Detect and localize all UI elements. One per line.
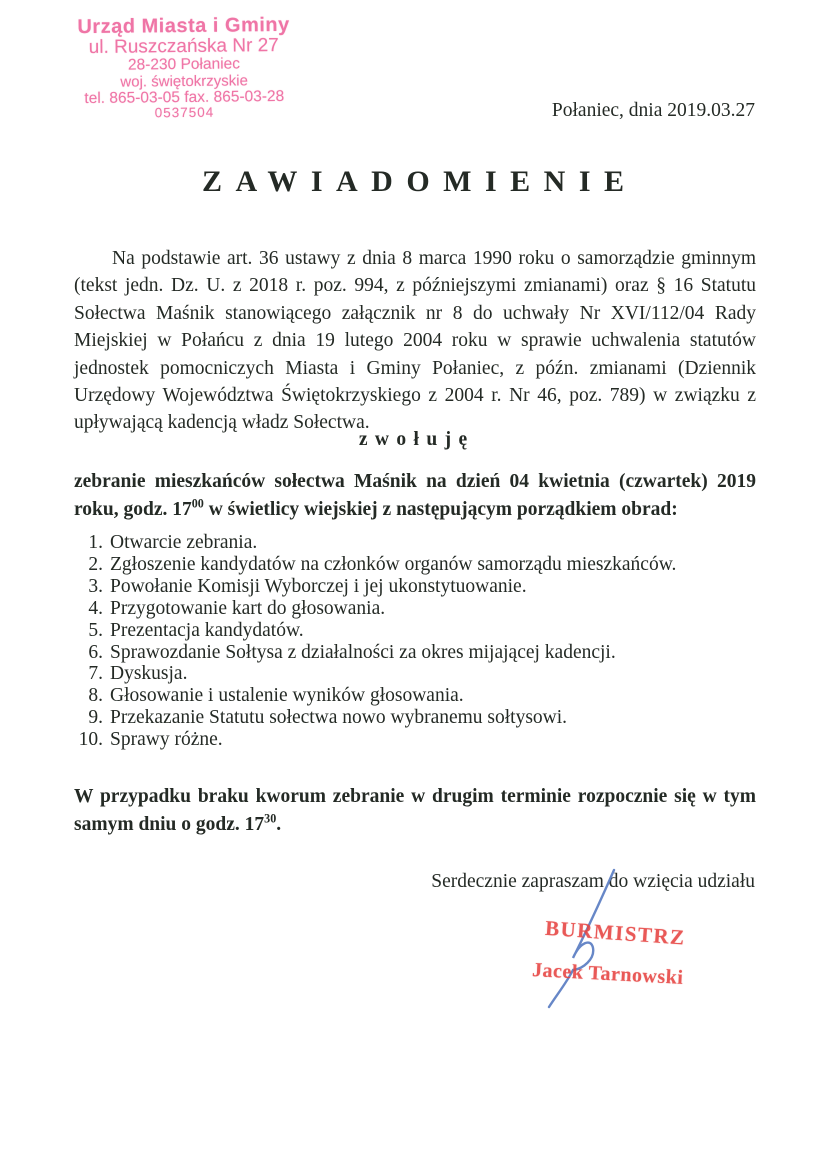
- agenda-item-text: Sprawozdanie Sołtysa z działalności za okres mijającej kadencji.: [110, 641, 616, 663]
- quorum-notice-text: W przypadku braku kworum zebranie w drugim terminie rozpocznie się w tym samym dniu o godz. 17: [74, 786, 756, 835]
- meeting-notice: [74, 468, 756, 524]
- agenda-item: [72, 642, 732, 664]
- closing-line: Serdecznie zapraszam do wzięcia udziału: [431, 871, 755, 892]
- place-and-date: Połaniec, dnia 2019.03.27: [551, 100, 755, 121]
- agenda-item: [72, 576, 732, 598]
- agenda-item-number: 8.: [88, 685, 103, 707]
- intro-paragraph: Na podstawie art. 36 ustawy z dnia 8 marca 1990 roku o samorządzie gminnym (tekst jedn. Dz. U. z 2018 r. poz. 994, z późniejszymi zmianami) oraz § 16 Statutu Sołectwa Maśnik stanowiącego załącznik nr 8 do uchwały Nr XVI/112/04 Rady Miejskiej w Połańcu z dnia 19 lutego 2004 roku w sprawie uchwalenia statutów jednostek pomocniczych Miasta i Gminy Połaniec, z późn. zmianami (Dziennik Urzędowy Województwa Świętokrzyskiego z 2004 r. Nr 46, poz. 789) w związku z upływającą kadencją władz Sołectwa.: [74, 248, 756, 434]
- agenda-item-number: 6.: [88, 641, 103, 663]
- quorum-notice: [74, 783, 756, 839]
- mayor-name-stamp: Jacek Tarnowski: [531, 959, 684, 989]
- agenda-item: [72, 598, 732, 620]
- agenda-item-number: 2.: [88, 553, 103, 575]
- office-stamp-voivodeship: woj. świętokrzyskie: [120, 72, 248, 91]
- office-stamp-number: 0537504: [154, 104, 215, 121]
- agenda-item-text: Sprawy różne.: [110, 729, 223, 751]
- agenda-item-text: Zgłoszenie kandydatów na członków organów samorządu mieszkańców.: [110, 553, 677, 575]
- agenda-item-text: Otwarcie zebrania.: [110, 532, 258, 553]
- office-stamp-city: 28-230 Połaniec: [127, 55, 241, 74]
- meeting-hour-superscript: 00: [191, 496, 204, 511]
- agenda-item-text: Przekazanie Statutu sołectwa nowo wybranemu sołtysowi.: [110, 707, 568, 729]
- agenda-item-number: 4.: [88, 597, 103, 619]
- agenda-item: [72, 620, 732, 642]
- office-stamp-org-name: Urząd Miasta i Gminy: [77, 13, 290, 39]
- mayor-role-stamp: BURMISTRZ: [544, 915, 687, 950]
- agenda-item-number: 7.: [88, 663, 103, 685]
- agenda-item: [72, 685, 732, 707]
- meeting-notice-text: zebranie mieszkańców sołectwa Maśnik na dzień 04 kwietnia (czwartek) 2019 roku, godz. 17: [74, 471, 756, 520]
- agenda-item-number: 1.: [88, 532, 103, 553]
- agenda-item-number: 10.: [78, 729, 103, 751]
- agenda-item-text: Dyskusja.: [110, 663, 188, 685]
- office-stamp-street: ul. Ruszczańska Nr 27: [88, 35, 279, 59]
- agenda-item: [72, 554, 732, 576]
- agenda-item: [72, 663, 732, 685]
- office-ink-stamp: [49, 15, 318, 122]
- quorum-hour-superscript: 30: [264, 811, 277, 826]
- document-title: ZAWIADOMIENIE: [201, 165, 638, 198]
- quorum-notice-tail: .: [276, 814, 282, 835]
- agenda-item: [72, 729, 732, 751]
- agenda-item: [72, 707, 732, 729]
- agenda-list: [72, 532, 732, 751]
- meeting-notice-tail: w świetlicy wiejskiej z następującym porządkiem obrad:: [203, 499, 678, 520]
- convoke-word: zwołuję: [358, 429, 475, 450]
- office-stamp-phone-fax: tel. 865-03-05 fax. 865-03-28: [84, 87, 285, 107]
- agenda-item-number: 3.: [88, 575, 103, 597]
- agenda-item: [72, 532, 732, 554]
- agenda-item-text: Powołanie Komisji Wyborczej i jej ukonstytuowanie.: [110, 575, 527, 597]
- agenda-item-number: 9.: [88, 707, 103, 729]
- agenda-item-text: Prezentacja kandydatów.: [110, 619, 304, 641]
- agenda-item-text: Przygotowanie kart do głosowania.: [110, 597, 386, 619]
- agenda-item-number: 5.: [88, 619, 103, 641]
- agenda-item-text: Głosowanie i ustalenie wyników głosowania.: [110, 685, 464, 707]
